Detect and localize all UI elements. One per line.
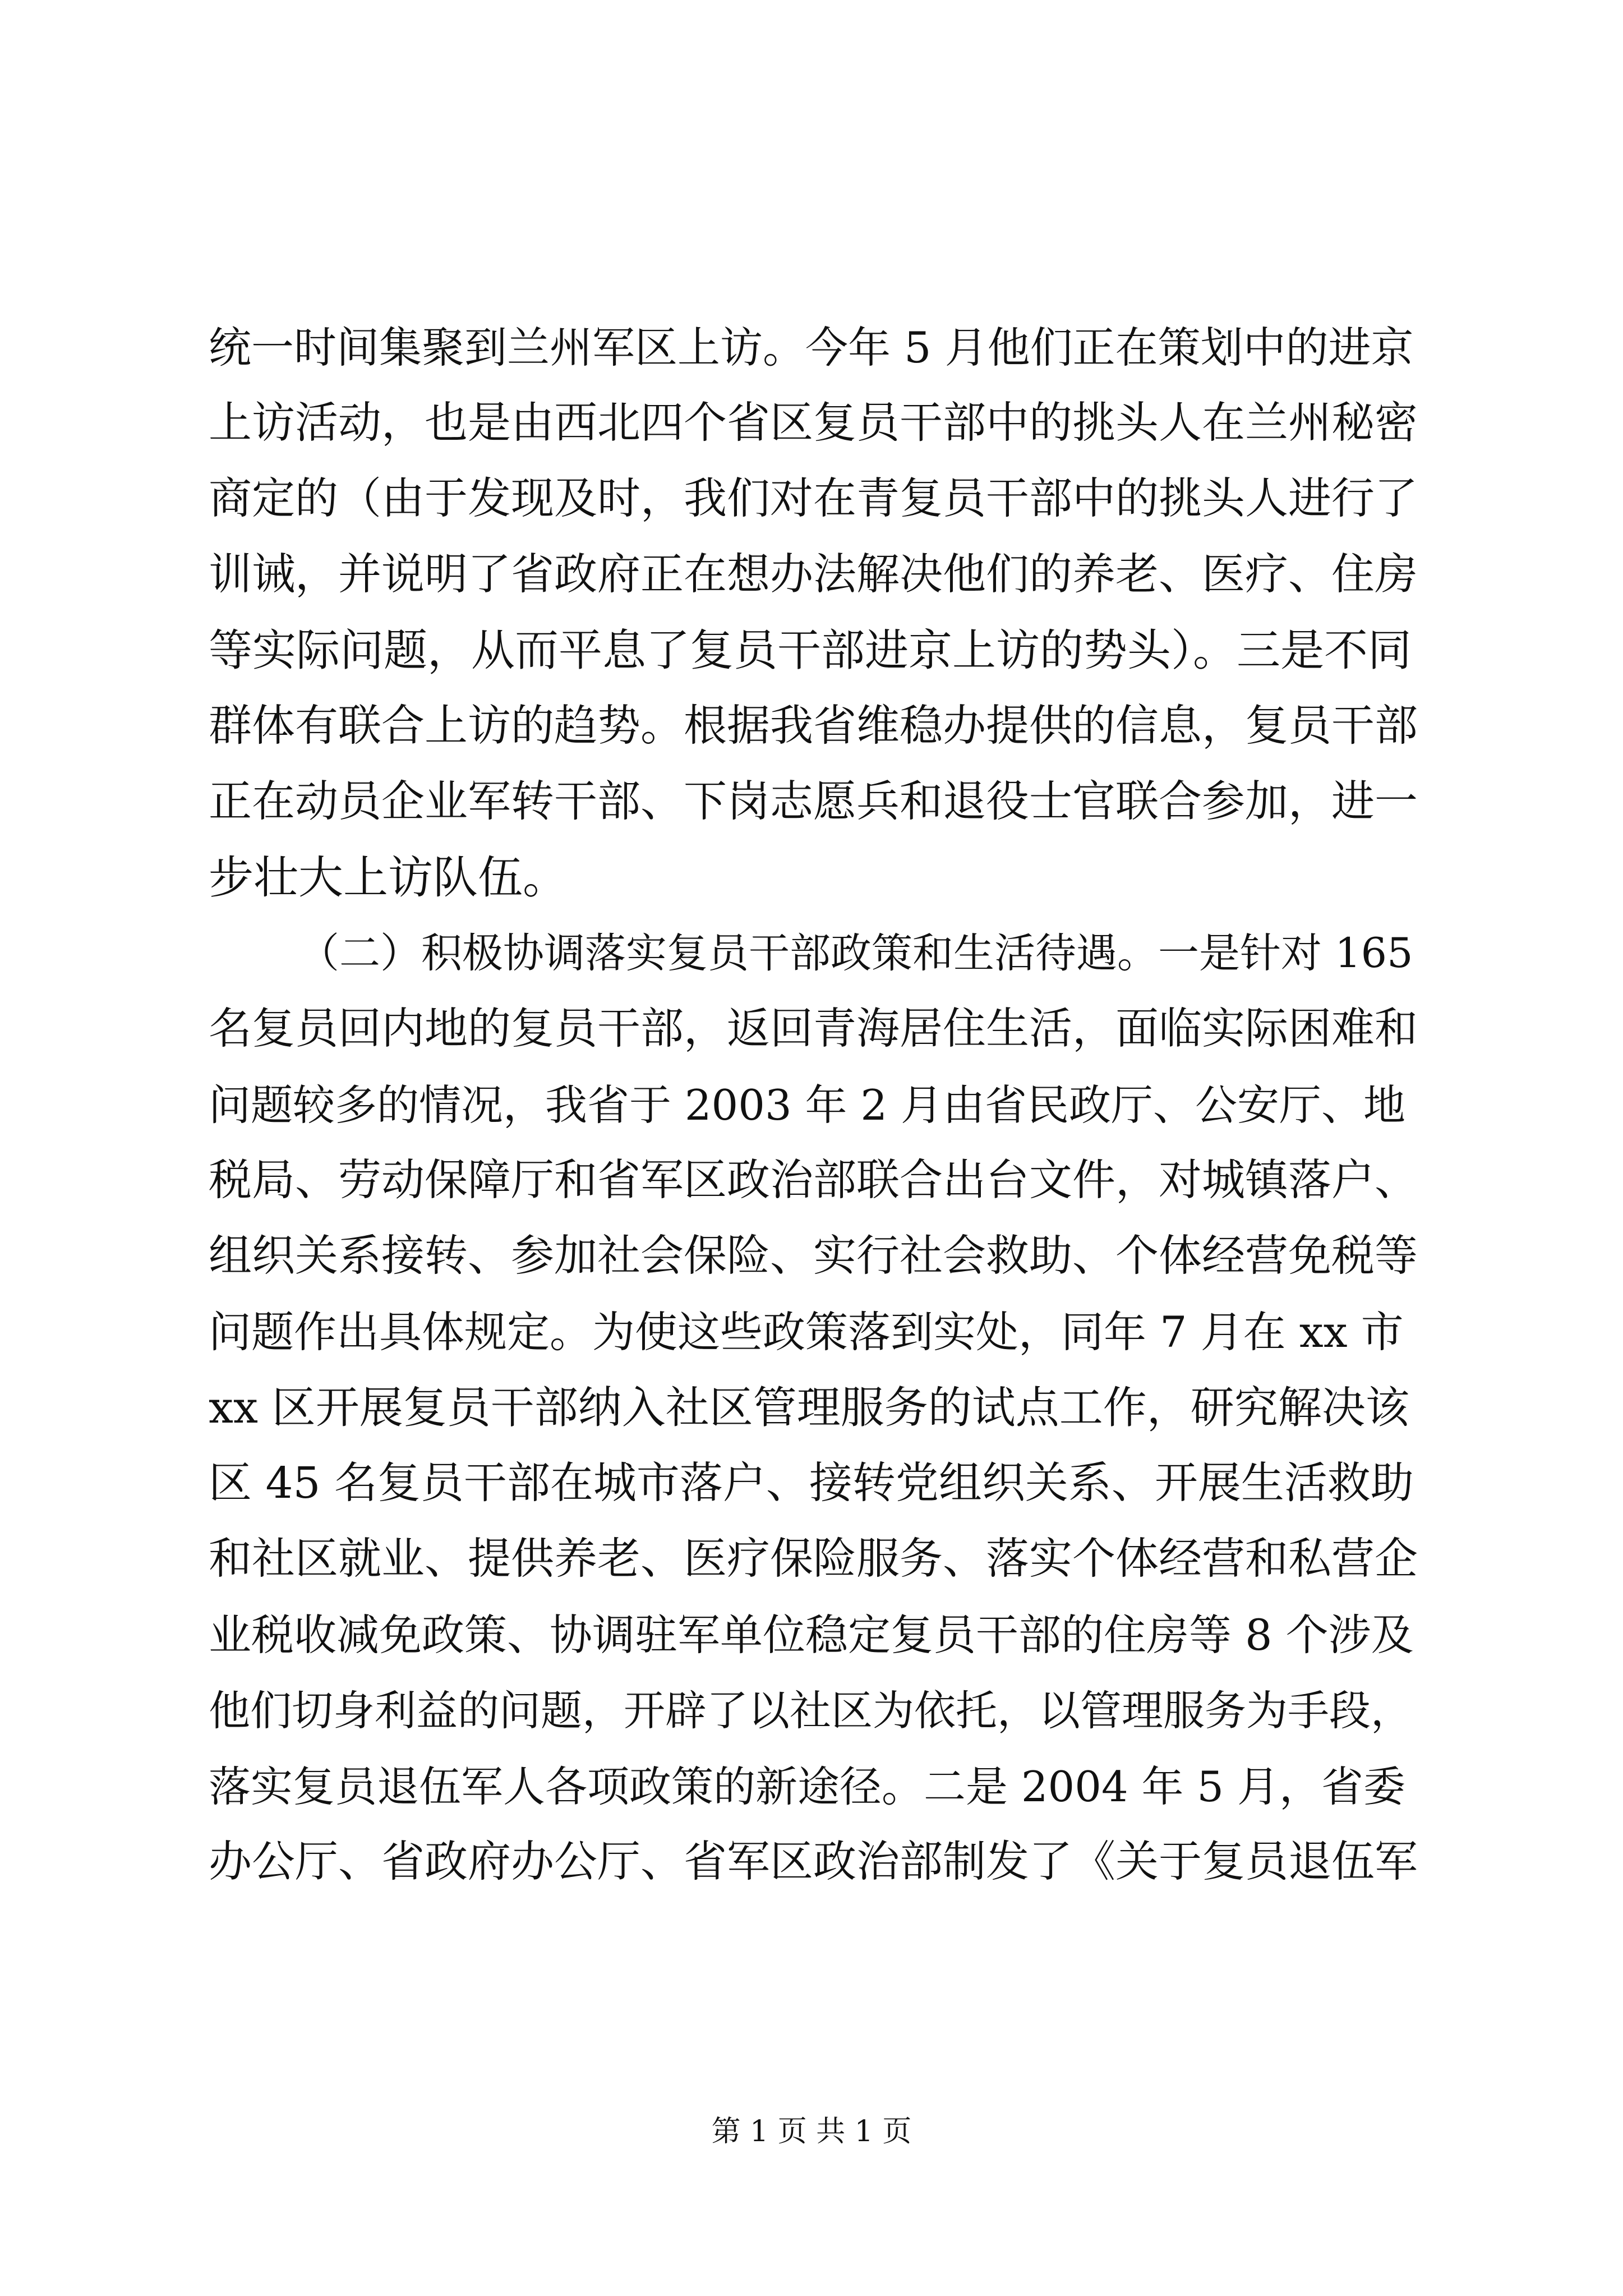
paragraph-first-line: （二）积极协调落实复员干部政策和生活待遇。一是针对 165: [298, 930, 1413, 977]
text-line: 组织关系接转、参加社会保险、实行社会救助、个体经营免税等: [209, 1231, 1418, 1281]
text-line: 正在动员企业军转干部、下岗志愿兵和退役士官联合参加，进一: [209, 777, 1418, 827]
text-line: 区 45 名复员干部在城市落户、接转党组织关系、开展生活救助: [209, 1458, 1414, 1508]
text-line: 办公厅、省政府办公厅、省军区政治部制发了《关于复员退伍军: [209, 1837, 1418, 1887]
text-line: 统一时间集聚到兰州军区上访。今年 5 月他们正在策划中的进京: [209, 323, 1414, 372]
text-line: 上访活动，也是由西北四个省区复员干部中的挑头人在兰州秘密: [209, 398, 1418, 448]
text-line: 群体有联合上访的趋势。根据我省维稳办提供的信息，复员干部: [209, 701, 1418, 751]
text-line: 训诫，并说明了省政府正在想办法解决他们的养老、医疗、住房: [209, 550, 1418, 600]
text-line: 他们切身利益的问题，开辟了以社区为依托，以管理服务为手段，: [209, 1687, 1412, 1735]
text-line: 问题较多的情况，我省于 2003 年 2 月由省民政厅、公安厅、地: [209, 1080, 1405, 1130]
text-line: 问题作出具体规定。为使这些政策落到实处，同年 7 月在 xx 市: [209, 1307, 1404, 1357]
text-line: 税局、劳动保障厅和省军区政治部联合出台文件，对城镇落户、: [209, 1156, 1418, 1205]
text-line: 落实复员退伍军人各项政策的新途径。二是 2004 年 5 月，省委: [209, 1762, 1405, 1811]
text-line: 和社区就业、提供养老、医疗保险服务、落实个体经营和私营企: [209, 1534, 1418, 1584]
text-line: 商定的（由于发现及时，我们对在青复员干部中的挑头人进行了: [209, 474, 1418, 524]
text-line: 步壮大上访队伍。: [209, 852, 568, 904]
text-line: 业税收减免政策、协调驻军单位稳定复员干部的住房等 8 个涉及: [209, 1610, 1414, 1660]
text-line: xx 区开展复员干部纳入社区管理服务的试点工作，研究解决该: [209, 1383, 1409, 1433]
page-footer: 第 1 页 共 1 页: [711, 2115, 912, 2148]
text-line: 名复员回内地的复员干部，返回青海居住生活，面临实际困难和: [209, 1004, 1418, 1054]
text-line: 等实际问题，从而平息了复员干部进京上访的势头）。三是不同: [209, 625, 1412, 676]
